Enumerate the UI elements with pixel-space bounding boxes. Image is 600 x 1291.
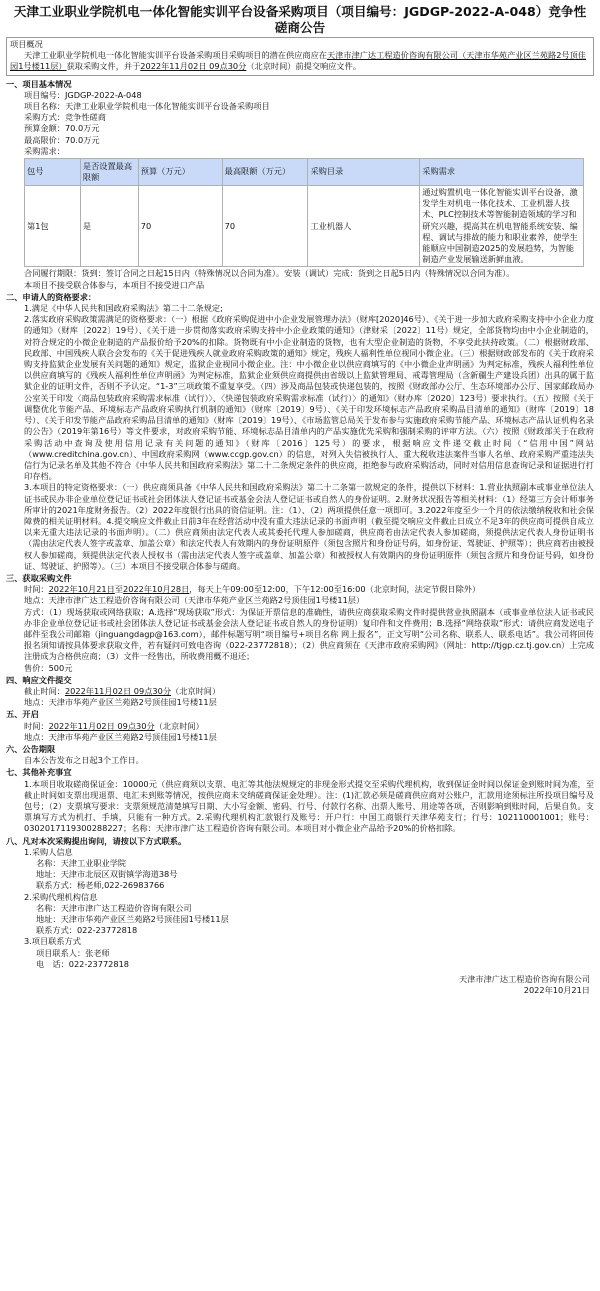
period-text: 自本公告发布之日起3个工作日。 (24, 755, 144, 766)
basic-info-list (6, 90, 594, 157)
col-header-needs: 采购需求 (420, 159, 584, 186)
agent-name: 名称：天津市津广达工程造价咨询有限公司 (36, 902, 192, 913)
cell-has-limit: 是 (80, 186, 138, 267)
col-header-has-limit: 是否设置最高限额 (80, 159, 138, 186)
project-name: 项目名称：天津工业职业学院机电一体化智能实训平台设备采购项目 (24, 101, 270, 112)
col-header-package: 包号 (25, 159, 81, 186)
section-contact-heading: 八、凡对本次采购提出询问，请按以下方式联系。 (6, 835, 187, 846)
obtain-place: 地点：天津市津广达工程造价咨询有限公司（天津市华苑产业区兰苑路2号顶佳园1号楼11层） (24, 595, 365, 606)
section-open-heading: 五、开启 (6, 709, 39, 720)
max-price: 最高限价：70.0万元 (24, 134, 100, 145)
col-header-catalog: 采购目录 (308, 159, 420, 186)
project-contact-phone: 电 话：022-23772818 (36, 958, 130, 969)
overview-text: 天津工业职业学院机电一体化智能实训平台设备采购项目采购项目的潜在供应商应在天津市津广达工程造价咨询有限公司（天津市华苑产业区兰苑路2号顶佳园1号楼11层）获取采购文件，并于2022年11月02日 09点30分（北京时间）前提交响应文件。 (10, 50, 586, 72)
project-contact-heading: 3.项目联系方式 (24, 936, 81, 947)
other-text: 1.本项目收取磋商保证金：10000元（供应商须以支票、电汇等其他法规规定的非现金形式提交至采购代理机构，收到保证金时间以保证金到账时间为准，至截止时间如支票出现退票、电汇未到账等情况，按供应商未交纳磋商保证金处理）。注：(1)汇款必须是磋商供应商对公账户，汇款用途须标注所投项目编号及包号；（2）支票填写要求：支票须规范清楚填写日期、大小写金额、密码、行号、付款行名称、出票人账号、用途等各项，否则影响到账时间，后果自负。支票填写方式为机打、手填，只能有一种方式。2.采购代理机构汇款银行及账号：开户行：中国工商银行天津华苑支行；行号：102110001001；账号：0302017119300288227；名称：天津市津广达工程造价咨询有限公司。本项目对小微企业产品给予20%的价格扣除。 (24, 778, 594, 834)
open-block (6, 721, 594, 743)
signature-block (6, 974, 594, 996)
signature-company: 天津市津广达工程造价咨询有限公司 (458, 974, 590, 985)
table-header-row (25, 159, 584, 186)
table-row (25, 186, 584, 267)
submit-deadline: 截止时间：2022年11月02日 09点30分（北京时间） (24, 685, 221, 696)
agent-address: 地址：天津市华苑产业区兰苑路2号顶佳园1号楼11层 (36, 914, 229, 925)
obtain-time: 时间：2022年10月21日至2022年10月28日，每天上午09:00至12:00，下午12:00至16:00（北京时间，法定节假日除外） (24, 584, 481, 595)
purchaser-heading: 1.采购人信息 (24, 846, 73, 857)
obtain-block (6, 584, 594, 674)
section-qualification-heading: 二、申请人的资格要求： (6, 291, 97, 302)
obtain-method: 方式：（1）现场获取或网络获取；A.选择“现场获取”形式：为保证开票信息的准确性，请供应商获取采购文件时提供营业执照副本（或事业单位法人证书或民办非企业单位登记证书或社会团体法人登记证书或基金会法人登记证书或自然人的身份证明）复印件和文件费用；B.选择“网络获取”形式：请供应商发送电子邮件至我公司邮箱（jinguangdagp@163.com），邮件标题写明“项目编号+项目名称 网上报名”，正文写明“公司名称、联系人、联系电话”。我公司将回传报名須知请按具体要求获取文件，若有疑问可致电咨询（022-23772818）；（2）供应商须在《天津市政府采购网》（网址：http://tjgp.cz.tj.gov.cn）上完成注册成为合格供应商；（3）文件一经售出，所收费用概不退还； (24, 606, 594, 662)
project-overview-box (6, 37, 594, 76)
package-table (24, 158, 584, 267)
obtain-end-date: 2022年10月28日 (123, 584, 190, 595)
col-header-limit: 最高限额（万元） (222, 159, 308, 186)
purchaser-address: 地址：天津市北辰区双街镇学海道38号 (36, 869, 178, 880)
cell-budget: 70 (138, 186, 222, 267)
contract-term: 合同履行期限：货到：签订合同之日起15日内（特殊情况以合同为准）。安装（调试）完成：货到之日起5日内（特殊情况以合同为准）。 (24, 268, 515, 279)
cell-catalog: 工业机器人 (308, 186, 420, 267)
procurement-method: 采购方式：竞争性磋商 (24, 112, 106, 123)
open-time-date: 2022年11月02日 09点30分 (48, 720, 155, 731)
open-time: 时间：2022年11月02日 09点30分（北京时间） (24, 720, 204, 731)
budget-amount: 预算金额：70.0万元 (24, 123, 100, 134)
submit-deadline-date: 2022年11月02日 09点30分 (64, 685, 172, 696)
agent-heading: 2.采购代理机构信息 (24, 891, 98, 902)
contact-block (6, 847, 594, 970)
notice-title: 天津工业职业学院机电一体化智能实训平台设备采购项目（项目编号：JGDGP-2022-A-048）竞争性磋商公告 (13, 4, 587, 35)
notice-page (6, 0, 594, 996)
purchaser-contact: 联系方式：杨老师,022-26983766 (36, 880, 165, 891)
response-deadline-underlined: 2022年11月02日 09点30分 (140, 61, 247, 72)
cell-package: 第1包 (25, 186, 81, 267)
signature-date: 2022年10月21日 (523, 985, 590, 996)
col-header-budget: 预算（万元） (138, 159, 222, 186)
procurement-needs-label: 采购需求： (24, 145, 65, 156)
obtain-price: 售价：500元 (24, 662, 73, 673)
cell-limit: 70 (222, 186, 308, 267)
qualification-item-1: 1.满足《中华人民共和国政府采购法》第二十二条规定; (24, 303, 223, 314)
overview-label: 项目概况 (10, 39, 43, 49)
section-submit-heading: 四、响应文件提交 (6, 674, 72, 685)
section-basic-heading: 一、项目基本情况 (6, 78, 72, 89)
consortium-note: 本项目不接受联合体参与，本项目不接受进口产品 (24, 279, 205, 290)
qualification-item-2: 2.落实政府采购政策需满足的资格要求：（一）根据《政府采购促进中小企业发展管理办法》（财库[2020]46号）、《关于进一步加大政府采购支持中小企业力度的通知》（财库〔2022〕19号）、《关于进一步贯彻落实政府采购支持中小企业政策的通知》（津财采〔2022〕11号）规定，全部货物均由中小企业制造的，对符合规定的小微企业制造的产品报价给予20%的扣除。货物既有中小企业制造的货物，也有大型企业制造的货物，不享受此扶持政策。（二）根据财政部、民政部、中国残疾人联合会发布的《关于促进残疾人就业政府采购政策的通知》规定，残疾人福利性单位视同小微企业。（三）根据财政部发布的《关于政府采购支持监狱企业发展有关问题的通知》规定，监狱企业视同小微企业。注：中小微企业以供应商填写的《中小微企业声明函》为判定标准，残疾人福利性单位以供应商填写的《残疾人福利性单位声明函》为判定标准，监狱企业须供应商提供由省级以上监狱管理局、戒毒管理局（含新疆生产建设兵团）出具的属于监狱企业的证明文件，否则不予认定。“1-3”三项政策不重复享受。（四）涉及商品包装或快递包装的，按照《财政部办公厅、生态环境部办公厅、国家邮政局办公室关于印发〈商品包装政府采购需求标准（试行）〉、〈快递包装政府采购需求标准（试行）〉的通知》（财办库〔2020〕123号）要求执行。（五）按照《关于调整优化节能产品、环境标志产品政府采购执行机制的通知》（财库〔2019〕9号）、《关于印发环境标志产品政府采购品目清单的通知》（财库〔2019〕18号）、《关于印发节能产品政府采购品目清单的通知》（财库〔2019〕19号）、《市场监管总局关于发布参与实施政府采购节能产品、环境标志产品认证机构名录的公告》（2019年第16号）等文件要求，对政府采购节能、环境标志品目清单内的产品实施优先采购和强制采购的评审方法。（六）按照《财政部关于在政府采购活动中查询及使用信用记录有关问题的通知》（财库〔2016〕125号）的要求，根据响应文件递交截止时间（“信用中国”网站（www.creditchina.gov.cn）、中国政府采购网（www.ccgp.gov.cn）的信息，对列入失信被执行人、重大税收违法案件当事人名单、政府采购严重违法失信行为记录名单及其他不符合《中华人民共和国政府采购法》第二十二条规定条件的供应商，拒绝参与政府采购活动，同时对信用信息查询记录和证据进行打印存档。 (24, 314, 594, 482)
project-number: 项目编号：JGDGP-2022-A-048 (24, 89, 142, 100)
qualification-item-3: 3.本项目的特定资格要求：（一）供应商须具备《中华人民共和国政府采购法》第二十二条第一款规定的条件，提供以下材料：1.营业执照副本或事业单位法人证书或民办非企业单位登记证书或社会团体法人登记证书或基金会法人登记证书或自然人的身份证明。2.财务状况报告等相关材料：（1）经第三方会计师事务所审计的2021年度财务报告。（2）2022年度银行出具的资信证明。注：（1）、（2）两项提供任意一项即可。3.2022年度至少一个月的依法缴纳税收和社会保障费的相关证明材料。4.提交响应文件截止日前3年在经营活动中没有重大违法记录的书面声明（截至提交响应文件截止日成立不足3年的供应商可提供自成立以来无重大违法记录的书面声明）。（二）供应商须由法定代表人或其委托代理人参加磋商，供应商若由法定代表人参加磋商，须提供法定代表人身份证明书（需由法定代表人签字或盖章、加盖公章）和法定代表人有效期内的身份证明原件（须包含照片和身份证号码，如身份证、驾驶证、护照等）；供应商若由被授权人参加磋商，须提供法定代表人授权书（需由法定代表人签字或盖章、加盖公章）和被授权人有效期内的身份证明原件（须包含照片和身份证号码，如身份证、驾驶证、护照等）。（三）本项目不接受联合体参与磋商。 (24, 482, 594, 571)
submit-block (6, 686, 594, 708)
cell-needs: 通过购置机电一体化智能实训平台设备，激发学生对机电一体化技术、工业机器人技术、PLC控制技术等智能制造领域的学习和研究兴趣，提高其在机电智能系统安装、编程、调试与排故的能力和职业素养，使学生能顺应中国制造2025的发展趋势，为智能制造产业发展输送新鲜血液。 (420, 186, 584, 267)
purchaser-name: 名称：天津工业职业学院 (36, 858, 127, 869)
agent-address-underlined: 天津市津广达工程造价咨询有限公司（天津市华苑产业区兰苑路2号顶佳园1号楼11层） (10, 50, 586, 72)
obtain-start-date: 2022年10月21日 (48, 584, 115, 595)
open-place: 地点：天津市华苑产业区兰苑路2号顶佳园1号楼11层 (24, 731, 217, 742)
section-obtain-heading: 三、获取采购文件 (6, 572, 72, 583)
section-period-heading: 六、公告期限 (6, 743, 56, 754)
project-contact-person: 项目联系人：张老师 (36, 947, 110, 958)
agent-contact: 联系方式：022-23772818 (36, 925, 138, 936)
submit-place: 地点：天津市华苑产业区兰苑路2号顶佳园1号楼11层 (24, 697, 217, 708)
section-other-heading: 七、其他补充事宜 (6, 767, 72, 778)
